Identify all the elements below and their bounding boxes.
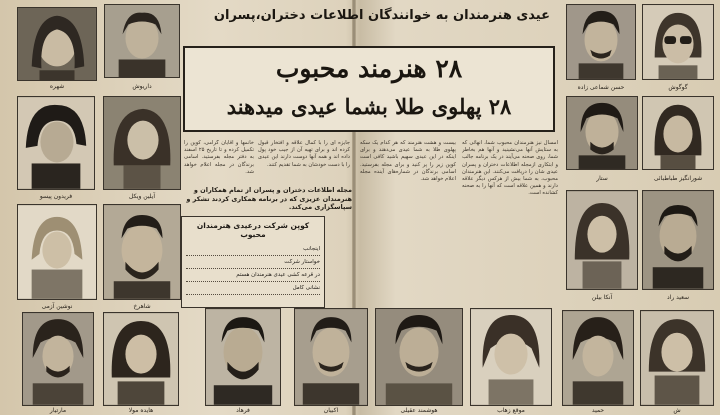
portrait-photo	[562, 310, 634, 406]
portrait-photo	[103, 312, 179, 406]
portrait-photo	[375, 308, 463, 406]
portrait-photo	[205, 308, 281, 406]
portrait-caption: گوگوش	[668, 84, 688, 91]
coupon-request-line[interactable]: خواستار شرکت	[186, 256, 320, 269]
coupon-title: کوپن شرکت درعیدی هنرمندان محبوب	[196, 221, 310, 239]
portrait-caption: آیلین ویکل	[128, 193, 156, 200]
portrait-photo	[470, 308, 552, 406]
portrait-caption: شهره	[49, 83, 65, 90]
coupon-lottery-line[interactable]: در قرعه کشی عیدی هنرمندان هستم	[186, 269, 320, 282]
portrait-caption: شورانگیز طباطبائی	[653, 175, 703, 182]
portrait-caption: هوشمند عقیلی	[400, 407, 438, 414]
portrait-photo	[640, 310, 714, 406]
article-column-left: خانمها و آقایان گرامی، کوپن را تکمیل کرده و تا تاریخ ۲۵ اسفند به دفتر مجله بفرستید. اسامی برندگان در مجله اعلام خواهد شد.	[184, 140, 254, 175]
portrait-photo	[103, 96, 181, 190]
portrait-photo	[17, 96, 95, 190]
portrait-caption: فریدون پیسو	[39, 193, 73, 200]
portrait-caption: هایده مولا	[128, 407, 154, 414]
portrait-photo	[104, 4, 180, 78]
thanks-note: مجله اطلاعات دختران و پسران از تمام همکاران و هنرمندان عزیزی که در برنامه همکاری کردند تشکر و سپاسگزاری می‌کند.	[186, 186, 352, 211]
article-column-mid-right: بیست و هشت هنرمند که هر کدام یک سکه پهلوی طلا به شما عیدی می‌دهند و برای اینکه در این عیدی سهیم باشید کافی است کوپن زیر را پر کنید و برای مجله بفرستید. اسامی برندگان در شماره‌های آینده مجله اعلام خواهد شد.	[360, 140, 456, 183]
headline-line-1: ۲۸ هنرمند محبوب	[275, 54, 463, 83]
magazine-header	[190, 8, 550, 40]
portrait-caption: داریوش	[132, 83, 152, 90]
portrait-photo	[642, 190, 714, 290]
article-column-mid-left: جایزه ای را با کمال علاقه و افتخار قبول کرده اند و برای تهیه آن از جیب خود پول داده اند و همه آنها دوست دارند این عیدی را با دست خودشان به شما تقدیم کنند.	[258, 140, 350, 168]
portrait-caption: آنکا بیلن	[591, 294, 613, 301]
headline-line-2: ۲۸ پهلوی طلا بشما عیدی میدهند	[226, 94, 512, 119]
portrait-caption: ستار	[596, 175, 608, 182]
portrait-caption: شاهرخ	[133, 303, 151, 310]
portrait-caption: اکبیان	[323, 407, 339, 414]
portrait-photo	[566, 4, 636, 80]
portrait-photo	[294, 308, 368, 406]
portrait-photo	[642, 96, 714, 170]
portrait-caption: نوشین آزمی	[41, 303, 73, 310]
portrait-photo	[566, 96, 638, 170]
portrait-caption: سعید راد	[666, 294, 690, 301]
portrait-caption: موقع زهاب	[497, 407, 525, 414]
portrait-caption: حمید	[591, 407, 605, 414]
portrait-caption: ش	[673, 407, 681, 414]
header-title: عیدی هنرمندان به خوانندگان اطلاعات دختران،پسران	[213, 8, 550, 23]
coupon-address-line[interactable]: نشانی کامل	[186, 282, 320, 295]
portrait-caption: حسن شماعی زاده	[577, 84, 625, 91]
portrait-caption: مارتیار	[49, 407, 67, 414]
article-column-right: امسال نیز هنرمندان محبوب شما، آنهائی که به ستایش آنها می‌نشینید و آنها هم بخاطر شما، روی صحنه می‌آیند در یک برنامه جالب و ابتکاری ازمجله اطلاعات دختران و پسران عیدی شان را دریافت می‌کنند. این هنرمندان محبوب، به شما بیش از هرکس دیگر علاقه دارند و همین علاقه است که آنها را به صحنه کشانده است.	[462, 140, 558, 197]
entry-coupon	[181, 216, 325, 308]
portrait-photo	[566, 190, 638, 290]
portrait-photo	[103, 204, 181, 300]
headline-box	[183, 46, 555, 132]
portrait-photo	[642, 4, 714, 80]
portrait-photo	[22, 312, 94, 406]
coupon-name-line[interactable]: اینجانب	[186, 243, 320, 256]
portrait-caption: فرهاد	[236, 407, 250, 414]
portrait-photo	[17, 7, 97, 81]
portrait-photo	[17, 204, 97, 300]
